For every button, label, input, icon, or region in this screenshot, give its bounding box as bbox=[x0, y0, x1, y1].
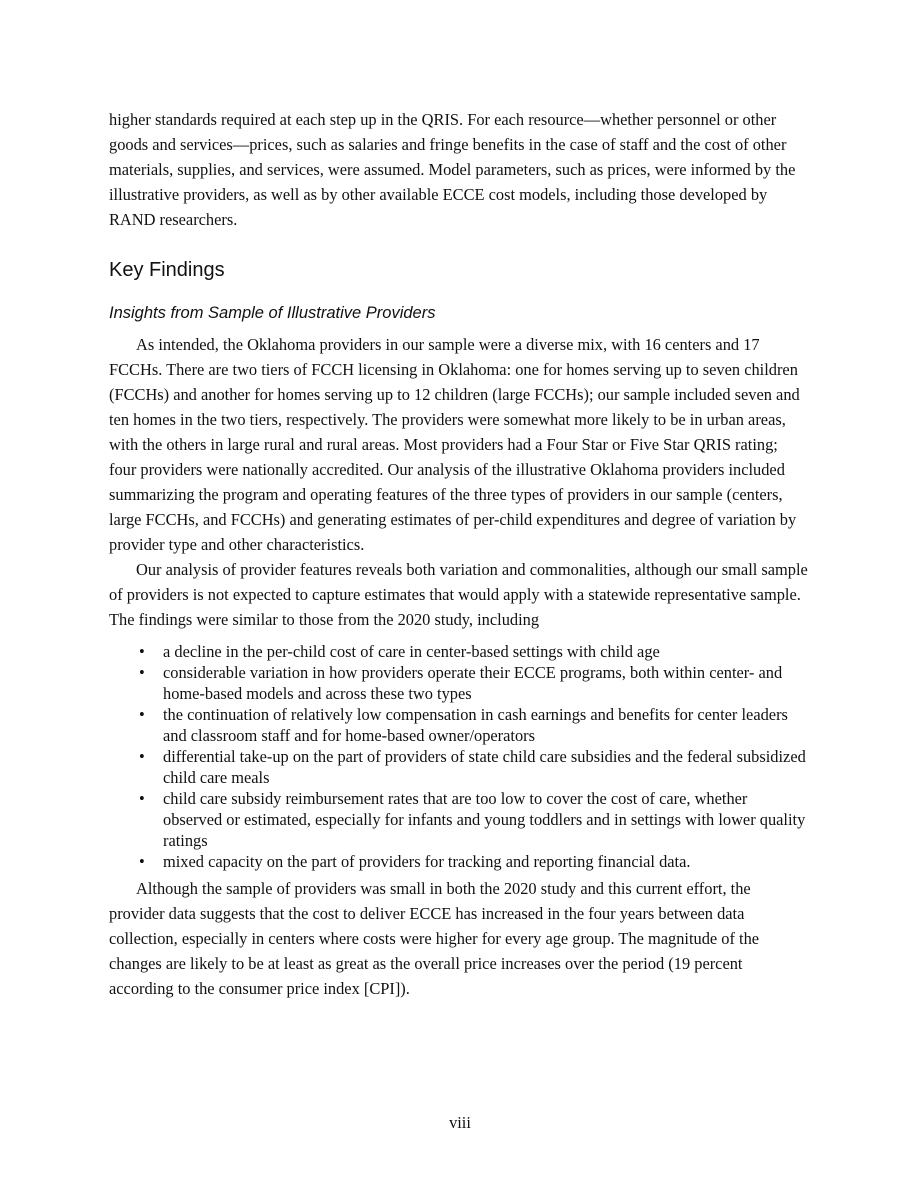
list-item-text: child care subsidy reimbursement rates that are too low to cover the cost of care, whether observed or estimated, especially for infants and young toddlers and in settings with lower quality ratings bbox=[163, 789, 806, 850]
page-body bbox=[109, 107, 809, 1001]
list-item bbox=[109, 851, 809, 872]
intro-paragraph: higher standards required at each step up in the QRIS. For each resource—whether personnel or other goods and services—prices, such as salaries and fringe benefits in the case of staff and the cost of other materials, supplies, and services, were assumed. Model parameters, such as prices, were informed by the illustrative providers, as well as by other available ECCE cost models, including those developed by RAND researchers. bbox=[109, 110, 796, 229]
section-heading: Key Findings bbox=[109, 259, 225, 281]
closing-paragraph: Although the sample of providers was small in both the 2020 study and this current effort, the provider data suggests that the cost to deliver ECCE has increased in the four years between data collection, especially in centers where costs were higher for every age group. The magnitude of the changes are likely to be at least as great as the overall price increases over the period (19 percent according to the consumer price index [CPI]). bbox=[109, 879, 760, 998]
list-item-text: mixed capacity on the part of providers for tracking and reporting financial data. bbox=[163, 852, 691, 871]
bullet-icon: • bbox=[139, 663, 145, 682]
subsection-heading: Insights from Sample of Illustrative Providers bbox=[109, 304, 436, 322]
paragraph-sample-overview: As intended, the Oklahoma providers in our sample were a diverse mix, with 16 centers and 17 FCCHs. There are two tiers of FCCH licensing in Oklahoma: one for homes serving up to seven children (FCCHs) and another for homes serving up to 12 children (large FCCHs); our sample included seven and ten homes in the two tiers, respectively. The providers were somewhat more likely to be in urban areas, with the others in large rural and rural areas. Most providers had a Four Star or Five Star QRIS rating; four providers were nationally accredited. Our analysis of the illustrative Oklahoma providers included summarizing the program and operating features of the three types of providers in our sample (centers, large FCCHs, and FCCHs) and generating estimates of per-child expenditures and degree of variation by provider type and other characteristics. bbox=[109, 335, 800, 554]
page-number: viii bbox=[449, 1113, 471, 1132]
findings-list bbox=[109, 641, 809, 872]
list-item bbox=[109, 662, 809, 704]
list-item-text: a decline in the per-child cost of care in center-based settings with child age bbox=[163, 642, 660, 661]
list-item bbox=[109, 641, 809, 662]
bullet-icon: • bbox=[139, 789, 145, 808]
list-item bbox=[109, 704, 809, 746]
list-item bbox=[109, 788, 809, 851]
bullet-icon: • bbox=[139, 852, 145, 871]
list-item-text: the continuation of relatively low compensation in cash earnings and benefits for center leaders and classroom staff and for home-based owner/operators bbox=[163, 705, 788, 745]
list-item-text: considerable variation in how providers operate their ECCE programs, both within center- and home-based models and across these two types bbox=[163, 663, 783, 703]
list-item bbox=[109, 746, 809, 788]
bullet-icon: • bbox=[139, 705, 145, 724]
list-item-text: differential take-up on the part of providers of state child care subsidies and the federal subsidized child care meals bbox=[163, 747, 806, 787]
paragraph-provider-features: Our analysis of provider features reveals both variation and commonalities, although our small sample of providers is not expected to capture estimates that would apply with a statewide representative sample. The findings were similar to those from the 2020 study, including bbox=[109, 560, 808, 629]
bullet-icon: • bbox=[139, 747, 145, 766]
bullet-icon: • bbox=[139, 642, 145, 661]
